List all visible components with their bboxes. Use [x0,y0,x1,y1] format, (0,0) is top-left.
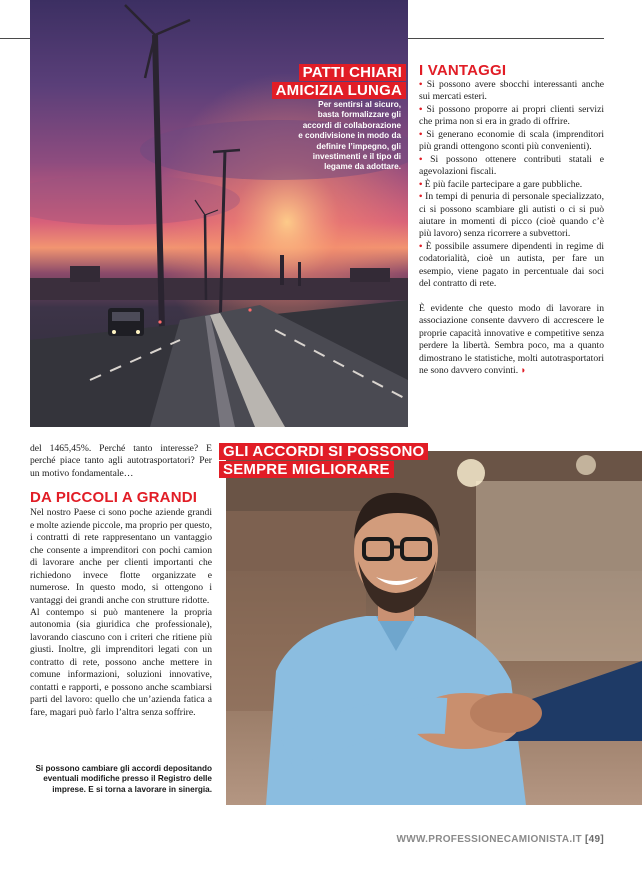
vantaggi-bullet: • Si possono ottenere contributi statali e agevolazioni fiscali. [419,153,605,178]
bullet-icon: • [419,191,423,203]
vantaggi-bullet: • In tempi di penuria di personale specializzato, ci si possono scambiare gli autisti o ci si può aiutare in momenti di picco (cioè quando c’è più lavoro) senza ricorrere a subvettori. [419,191,604,240]
bullet-icon: • [419,103,423,115]
vantaggi-bullet: • È più facile partecipare a gare pubbliche. [419,178,583,190]
bullet-icon: • [419,153,423,165]
photo2-caption: Si possono cambiare gli accordi depositando eventuali modifiche presso il Registro delle imprese. E si torna a lavorare in sinergia. [35,764,212,794]
photo1-tag-line-2: AMICIZIA LUNGA [272,82,406,99]
left-column [30,443,212,719]
handshake-photo [226,451,642,805]
bullet-icon: • [419,240,423,252]
top-rule-left [0,38,30,39]
photo1-caption: Per sentirsi al sicuro, basta formalizzare gli accordi di collaborazione e condivisione in modo da definire l’impegno, gli investimenti e il tipo di legame da adottare. [298,100,401,172]
bullet-icon: • [419,128,423,140]
photo1-title-tag [272,64,406,100]
top-rule-right [408,38,604,39]
page-number: [49] [585,834,604,845]
vantaggi-bullet: • È possibile assumere dipendenti in regime di codatorialità, cioè un autista, per fare un esempio, viene pagato in percentuale dai soci del contratto di rete. [419,240,604,290]
left-paragraph-1: Nel nostro Paese ci sono poche aziende grandi e molte aziende piccole, ma proprio per questo, i contratti di rete rappresentano un vantaggio che consente a imprenditori con pochi camion di lavorare anche per clienti importanti che richiedono invece flotte organizzate e numerose. In questo modo, si ottengono i vantaggi dei grandi anche con strutture ridotte. [30,507,212,606]
footer-site-link[interactable]: WWW.PROFESSIONECAMIONISTA.IT [396,834,582,845]
photo1-tag-line-1: PATTI CHIARI [299,64,406,81]
page-footer [396,834,604,845]
end-mark-icon: ◗ [520,364,527,376]
vantaggi-bullet: • Si possono avere sbocchi interessanti anche sui mercati esteri. [419,79,604,103]
vantaggi-column [419,62,604,377]
vantaggi-bullet: • Si possono proporre ai propri clienti servizi che prima non si era in grado di offrire. [419,103,604,128]
bullet-icon: • [419,79,423,90]
vantaggi-title: I VANTAGGI [419,62,507,79]
vantaggi-bullet: • Si generano economie di scala (imprenditori più grandi ottengono sconti più convenienti). [419,128,604,153]
bullet-icon: • [419,178,423,190]
left-intro: del 1465,45%. Perché tanto interesse? E perché piace tanto agli autotrasportatori? Per un motivo fondamentale… [30,443,212,479]
photo2-tag-line-1: GLI ACCORDI SI POSSONO [219,443,428,460]
left-section-title: DA PICCOLI A GRANDI [30,489,198,507]
photo2-title-tag [219,443,428,479]
left-paragraph-2: Al contempo si può mantenere la propria autonomia (sia giuridica che professionale), lavorando ciascuno con i criteri che ritiene più giusti. Inoltre, gli imprenditori legati con un contratto di rete, possono anche mettere in comune informazioni, soluzioni innovative, contatti e rapporti, e possono anche scambiarsi parti del lavoro: quello che un’azienda fatica a fare, magari può farlo l’altra senza soffrire. [30,606,212,718]
vantaggi-conclusion: È evidente che questo modo di lavorare in associazione consente davvero di accrescere le proprie capacità innovative e competitive senza perdere la libertà. Sembra poco, ma a quanto dimostrano le statistiche, molti autotrasportatori ne sono davvero convinti. ◗ [419,302,604,376]
photo2-tag-line-2: SEMPRE MIGLIORARE [219,461,394,478]
